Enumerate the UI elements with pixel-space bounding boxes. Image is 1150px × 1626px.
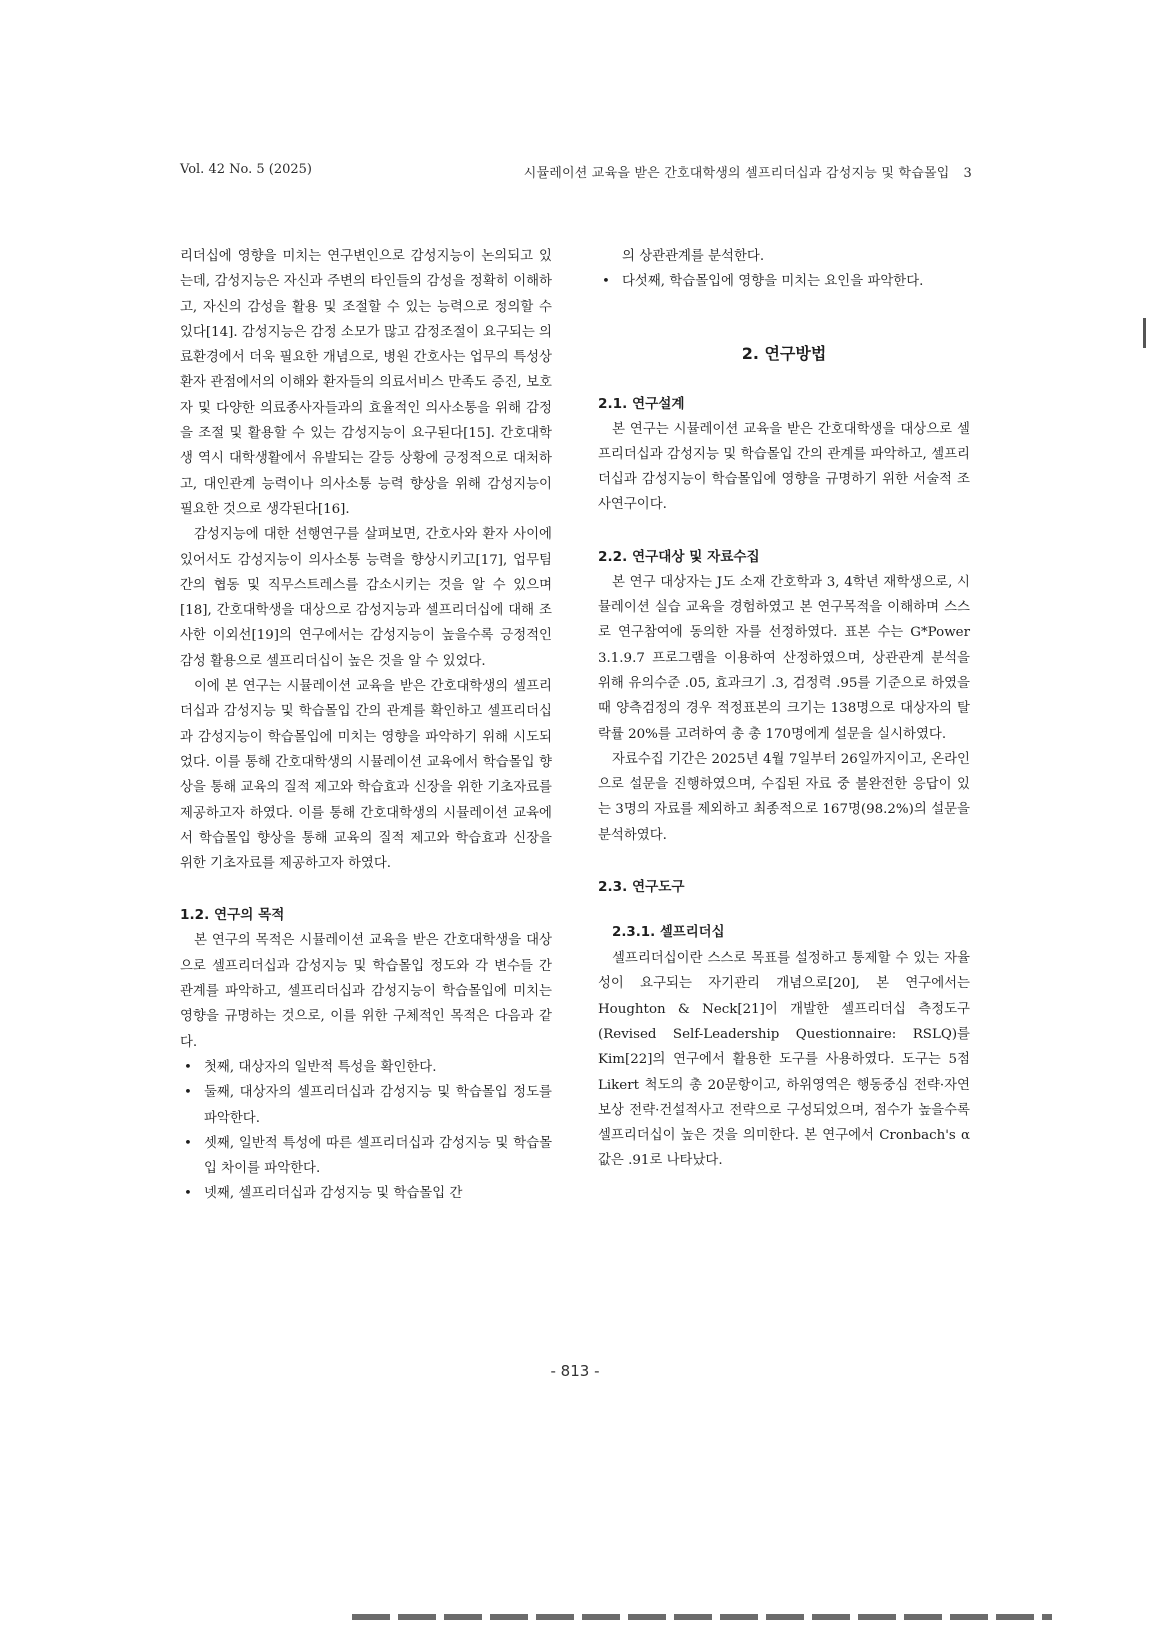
- running-title: [524, 162, 972, 181]
- section-2-3-1-title: 2.3.1. 셀프리더십: [612, 925, 725, 941]
- section-2-1-title: 2.1. 연구설계: [598, 395, 685, 412]
- section-2-2-paragraph-1: 본 연구 대상자는 J도 소재 간호학과 3, 4학년 재학생으로, 시뮬레이션 실습 교육을 경험하였고 본 연구목적을 이해하며 스스로 연구참여에 동의한 자를 선정하였다. 표본 수는 G*Power 3.1.9.7 프로그램을 이용하여 산정하였으며, 상관관계 분석을 위해 유의수준 .05, 효과크기 .3, 검정력 .95를 기준으로 하였을 때 양측검정의 경우 적정표본의 크기는 138명으로 대상자의 탈락률 20%를 고려하여 총 총 170명에게 설문을 실시하였다.: [598, 574, 970, 742]
- paragraph-prior-research: 감성지능에 대한 선행연구를 살펴보면, 간호사와 환자 사이에 있어서도 감성지능이 의사소통 능력을 향상시키고[17], 업무팀 간의 협동 및 직무스트레스를 감소시키는 것을 알 수 있으며[18], 간호대학생을 대상으로 감성지능과 셀프리더십에 대해 조사한 이외선[19]의 연구에서는 감성지능이 높을수록 긍정적인 감성 활용으로 셀프리더십이 높은 것을 알 수 있었다.: [180, 527, 552, 669]
- header-page-number: 3: [963, 166, 972, 181]
- objective-item-4: • 넷째, 셀프리더십과 감성지능 및 학습몰입 간: [180, 1181, 552, 1206]
- edge-mark: [1143, 318, 1146, 348]
- running-title-text: 시뮬레이션 교육을 받은 간호대학생의 셀프리더십과 감성지능 및 학습몰입: [523, 166, 950, 181]
- objective-item-1: • 첫째, 대상자의 일반적 특성을 확인한다.: [180, 1055, 552, 1080]
- section-2-3-title: 2.3. 연구도구: [598, 879, 685, 896]
- footer-rule: [352, 1614, 1052, 1620]
- section-1-2-title: 1.2. 연구의 목적: [180, 907, 285, 924]
- page-number: - 813 -: [550, 1362, 600, 1380]
- objectives-list-continued: [598, 244, 970, 295]
- section-2-1-paragraph: 본 연구는 시뮬레이션 교육을 받은 간호대학생을 대상으로 셀프리더십과 감성지능 및 학습몰입 간의 관계를 파악하고, 셀프리더십과 감성지능이 학습몰입에 영향을 규명하기 위한 서술적 조사연구이다.: [598, 421, 970, 513]
- left-column: [180, 244, 552, 1207]
- paragraph-study-aim: 이에 본 연구는 시뮬레이션 교육을 받은 간호대학생의 셀프리더십과 감성지능 및 학습몰입 간의 관계를 확인하고 셀프리더십과 감성지능이 학습몰입에 미치는 영향을 파악하기 위해 시도되었다. 이를 통해 간호대학생의 시뮬레이션 교육에서 학습몰입 향상을 통해 교육의 질적 제고와 학습효과 신장을 위한 기초자료를 제공하고자 하였다. 이를 통해 간호대학생의 시뮬레이션 교육에서 학습몰입 향상을 통해 교육의 질적 제고와 학습효과 신장을 위한 기초자료를 제공하고자 하였다.: [180, 679, 552, 872]
- section-2-3-1-paragraph: 셀프리더십이란 스스로 목표를 설정하고 통제할 수 있는 자율성이 요구되는 자기관리 개념으로[20], 본 연구에서는 Houghton & Neck[21]이 개발한 셀프리더십 측정도구(Revised Self-Leadership Questionnaire: RSLQ)를 Kim[22]의 연구에서 활용한 도구를 사용하였다. 도구는 5점 Likert 척도의 총 20문항이고, 하위영역은 행동중심 전략·자연보상 전략·건설적사고 전략으로 구성되었으며, 점수가 높을수록 셀프리더십이 높은 것을 의미한다. 본 연구에서 Cronbach's α 값은 .91로 나타났다.: [598, 951, 970, 1169]
- section-2-2-paragraph-2: 자료수집 기간은 2025년 4월 7일부터 26일까지이고, 온라인으로 설문을 진행하였으며, 수집된 자료 중 불완전한 응답이 있는 3명의 자료를 제외하고 최종적으로 167명(98.2%)의 설문을 분석하였다.: [598, 751, 970, 843]
- right-column: [598, 244, 970, 1174]
- objectives-list: [180, 1055, 552, 1207]
- objective-item-3: • 셋째, 일반적 특성에 따른 셀프리더십과 감성지능 및 학습몰입 차이를 파악한다.: [180, 1131, 552, 1182]
- section-1-2-paragraph: 본 연구의 목적은 시뮬레이션 교육을 받은 간호대학생을 대상으로 셀프리더십과 감성지능 및 학습몰입 정도와 각 변수들 간 관계를 파악하고, 셀프리더십과 감성지능이 학습몰입에 미치는 영향을 규명하는 것으로, 이를 위한 구체적인 목적은 다음과 같다.: [180, 933, 552, 1050]
- objective-item-4-continued: 의 상관관계를 분석한다.: [622, 249, 765, 264]
- paragraph-emotional-intelligence: 리더십에 영향을 미치는 연구변인으로 감성지능이 논의되고 있는데, 감성지능은 자신과 주변의 타인들의 감성을 정확히 이해하고, 자신의 감성을 활용 및 조절할 수 있는 능력으로 정의할 수 있다[14]. 감성지능은 감정 소모가 많고 감정조절이 요구되는 의료환경에서 더욱 필요한 개념으로, 병원 간호사는 업무의 특성상 환자 관점에서의 이해와 환자들의 의료서비스 만족도 증진, 보호자 및 다양한 의료종사자들과의 효율적인 의사소통을 위해 감정을 조절 및 활용할 수 있는 감성지능이 요구된다[15]. 간호대학생 역시 대학생활에서 유발되는 갈등 상황에 긍정적으로 대처하고, 대인관계 능력이나 의사소통 능력 향상을 위해 감성지능이 필요한 것으로 생각된다[16].: [180, 249, 552, 517]
- objective-item-2: • 둘째, 대상자의 셀프리더십과 감성지능 및 학습몰입 정도를 파악한다.: [180, 1080, 552, 1131]
- objective-item-5: • 다섯째, 학습몰입에 영향을 미치는 요인을 파악한다.: [598, 269, 970, 294]
- journal-volume: Vol. 42 No. 5 (2025): [180, 162, 312, 177]
- section-2-2-title: 2.2. 연구대상 및 자료수집: [598, 548, 760, 565]
- running-header: [180, 162, 972, 184]
- section-2-title: 2. 연구방법: [741, 343, 827, 363]
